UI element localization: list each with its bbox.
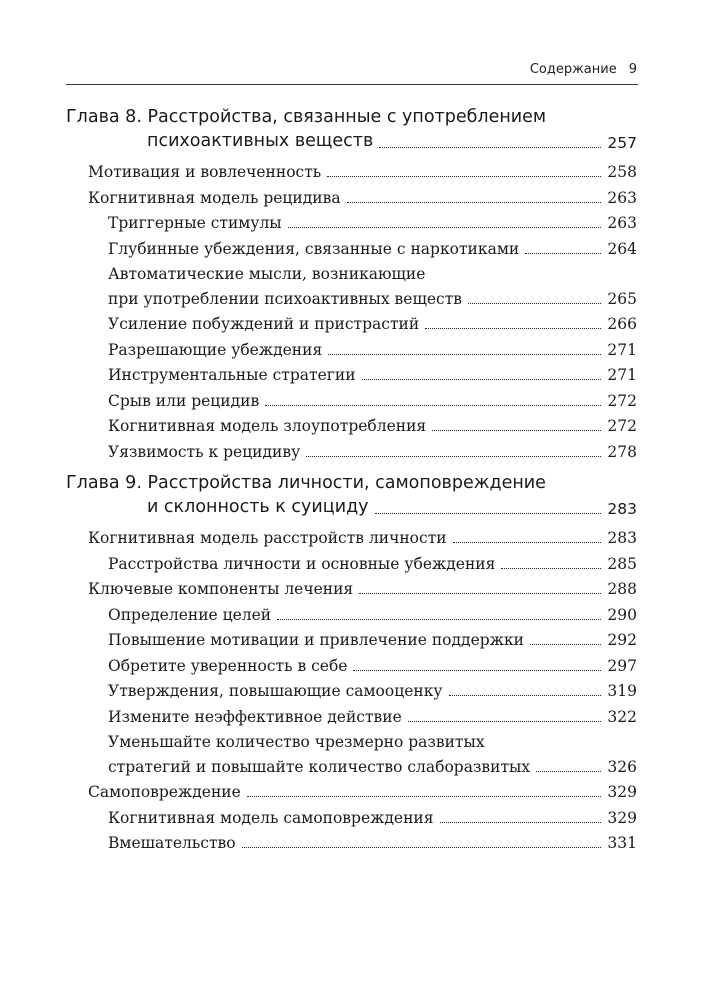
dot-leader xyxy=(536,771,601,772)
toc-entry-page-number: 329 xyxy=(607,783,637,801)
toc-entry[interactable] xyxy=(108,392,637,410)
chapter-8-title-cont[interactable] xyxy=(147,131,637,152)
dot-leader xyxy=(247,796,602,797)
toc-entry-text: Разрешающие убеждения xyxy=(108,340,323,359)
toc-entry-page-number: 271 xyxy=(607,340,637,359)
dot-leader xyxy=(468,303,601,304)
toc-entry-text: Мотивация и вовлеченность xyxy=(88,163,322,181)
dot-leader xyxy=(328,354,601,355)
toc-entry[interactable] xyxy=(88,783,637,801)
dot-leader xyxy=(375,513,602,514)
toc-entry[interactable] xyxy=(88,163,637,181)
toc-entry-page-number: 272 xyxy=(607,417,637,435)
toc-entry-text: Повышение мотивации и привлечение поддержки xyxy=(108,631,524,649)
dot-leader xyxy=(306,456,601,457)
toc-entry-page-number: 319 xyxy=(607,682,637,700)
toc-entry-text: Когнитивная модель рецидива xyxy=(88,188,341,207)
dot-leader xyxy=(453,542,602,543)
toc-entry-page-number: 297 xyxy=(607,656,637,675)
chapter-9-title-cont-page-number: 283 xyxy=(607,500,637,518)
toc-entry[interactable] xyxy=(88,580,637,598)
toc-entry-text: Самоповреждение xyxy=(88,783,241,801)
chapter-9-title-text: Глава 9. Расстройства личности, самоповреждение xyxy=(66,473,546,493)
chapter-8-title-cont-page-number: 257 xyxy=(607,134,637,152)
toc-entry-page-number: 285 xyxy=(607,554,637,573)
chapter-9-title-cont-text: и склонность к суициду xyxy=(147,497,369,517)
toc-entry-text: Определение целей xyxy=(108,605,272,624)
chapter-8-title xyxy=(66,107,637,128)
toc-entry-page-number: 292 xyxy=(607,631,637,649)
toc-entry xyxy=(108,733,637,751)
toc-entry-page-number: 322 xyxy=(607,707,637,726)
toc-entry[interactable] xyxy=(108,631,637,649)
dot-leader xyxy=(530,644,601,645)
toc-entry[interactable] xyxy=(108,315,637,333)
toc-entry-page-number: 263 xyxy=(607,188,637,207)
dot-leader xyxy=(525,253,601,254)
dot-leader xyxy=(277,619,601,620)
toc-entry-page-number: 290 xyxy=(607,605,637,624)
toc-entry-text: Обретите уверенность в себе xyxy=(108,656,348,675)
toc-entry[interactable] xyxy=(108,657,637,675)
toc-entry[interactable] xyxy=(108,240,637,258)
dot-leader xyxy=(440,822,602,823)
toc-entry-text: Ключевые компоненты лечения xyxy=(88,580,354,598)
chapter-9-title xyxy=(66,473,637,494)
chapter-8-title-text: Глава 8. Расстройства, связанные с употреблением xyxy=(66,107,547,127)
dot-leader xyxy=(265,405,601,406)
toc-entry-text: Когнитивная модель расстройств личности xyxy=(88,529,447,547)
toc-entry-page-number: 271 xyxy=(607,366,637,384)
toc-entry-text: при употреблении психоактивных веществ xyxy=(108,289,463,308)
toc-entry-text: Усиление побуждений и пристрастий xyxy=(108,315,420,333)
toc-entry[interactable] xyxy=(88,529,637,547)
toc-entry[interactable] xyxy=(108,214,637,232)
dot-leader xyxy=(362,379,602,380)
toc-entry-text: Измените неэффективное действие xyxy=(108,707,402,726)
toc-entry[interactable] xyxy=(108,341,637,359)
toc-entry[interactable] xyxy=(108,682,637,700)
toc-entry[interactable] xyxy=(88,189,637,207)
toc-entry-text: Уязвимость к рецидиву xyxy=(108,442,301,461)
toc-entry[interactable] xyxy=(108,417,637,435)
running-head xyxy=(530,62,637,77)
toc-entry[interactable] xyxy=(108,834,637,852)
toc-entry-text: Триггерные стимулы xyxy=(108,214,282,232)
header-rule xyxy=(66,84,638,85)
toc-entry-text: Автоматические мысли, возникающие xyxy=(108,265,426,283)
dot-leader xyxy=(288,227,602,228)
toc-entry[interactable] xyxy=(108,366,637,384)
toc-entry-page-number: 278 xyxy=(607,442,637,461)
toc-entry-text: Глубинные убеждения, связанные с наркотиками xyxy=(108,239,520,258)
toc-entry-page-number: 266 xyxy=(607,315,637,333)
dot-leader xyxy=(359,593,601,594)
toc-entry-page-number: 288 xyxy=(607,580,637,598)
dot-leader xyxy=(327,176,601,177)
running-head-title: Содержание xyxy=(529,62,617,77)
toc-entry-page-number: 264 xyxy=(607,239,637,258)
toc-entry-text: Инструментальные стратегии xyxy=(108,366,356,384)
toc-entry-page-number: 258 xyxy=(607,163,637,181)
toc-entry[interactable] xyxy=(108,555,637,573)
dot-leader xyxy=(408,721,602,722)
toc-entry-page-number: 263 xyxy=(607,214,637,232)
dot-leader xyxy=(379,147,601,148)
toc-entry[interactable] xyxy=(108,290,637,308)
dot-leader xyxy=(425,328,601,329)
toc-entry-page-number: 283 xyxy=(607,529,637,547)
dot-leader xyxy=(242,847,602,848)
dot-leader xyxy=(353,670,601,671)
toc-entry-text: Расстройства личности и основные убеждения xyxy=(108,554,496,573)
toc-entry[interactable] xyxy=(108,809,637,827)
toc-entry-text: Вмешательство xyxy=(108,834,236,852)
toc-entry[interactable] xyxy=(108,443,637,461)
running-head-page-number: 9 xyxy=(628,62,637,77)
toc-entry-text: Уменьшайте количество чрезмерно развитых xyxy=(108,733,485,751)
dot-leader xyxy=(501,568,601,569)
toc-entry-text: Срыв или рецидив xyxy=(108,391,260,410)
chapter-9-title-cont[interactable] xyxy=(147,497,637,518)
toc-entry[interactable] xyxy=(108,758,637,776)
toc-entry-text: стратегий и повышайте количество слаборазвитых xyxy=(108,757,531,776)
toc-entry-page-number: 329 xyxy=(607,808,637,827)
toc-entry[interactable] xyxy=(108,708,637,726)
chapter-8-title-cont-text: психоактивных веществ xyxy=(147,131,374,151)
dot-leader xyxy=(449,695,602,696)
toc-entry xyxy=(108,265,637,283)
toc-entry-page-number: 272 xyxy=(607,391,637,410)
toc-entry-text: Когнитивная модель злоупотребления xyxy=(108,417,427,435)
dot-leader xyxy=(432,430,601,431)
toc-entry[interactable] xyxy=(108,606,637,624)
toc-entry-page-number: 326 xyxy=(607,757,637,776)
dot-leader xyxy=(347,202,602,203)
toc-entry-page-number: 331 xyxy=(607,834,637,852)
toc-entry-page-number: 265 xyxy=(607,289,637,308)
toc-entry-text: Когнитивная модель самоповреждения xyxy=(108,808,434,827)
toc-entry-text: Утверждения, повышающие самооценку xyxy=(108,682,443,700)
